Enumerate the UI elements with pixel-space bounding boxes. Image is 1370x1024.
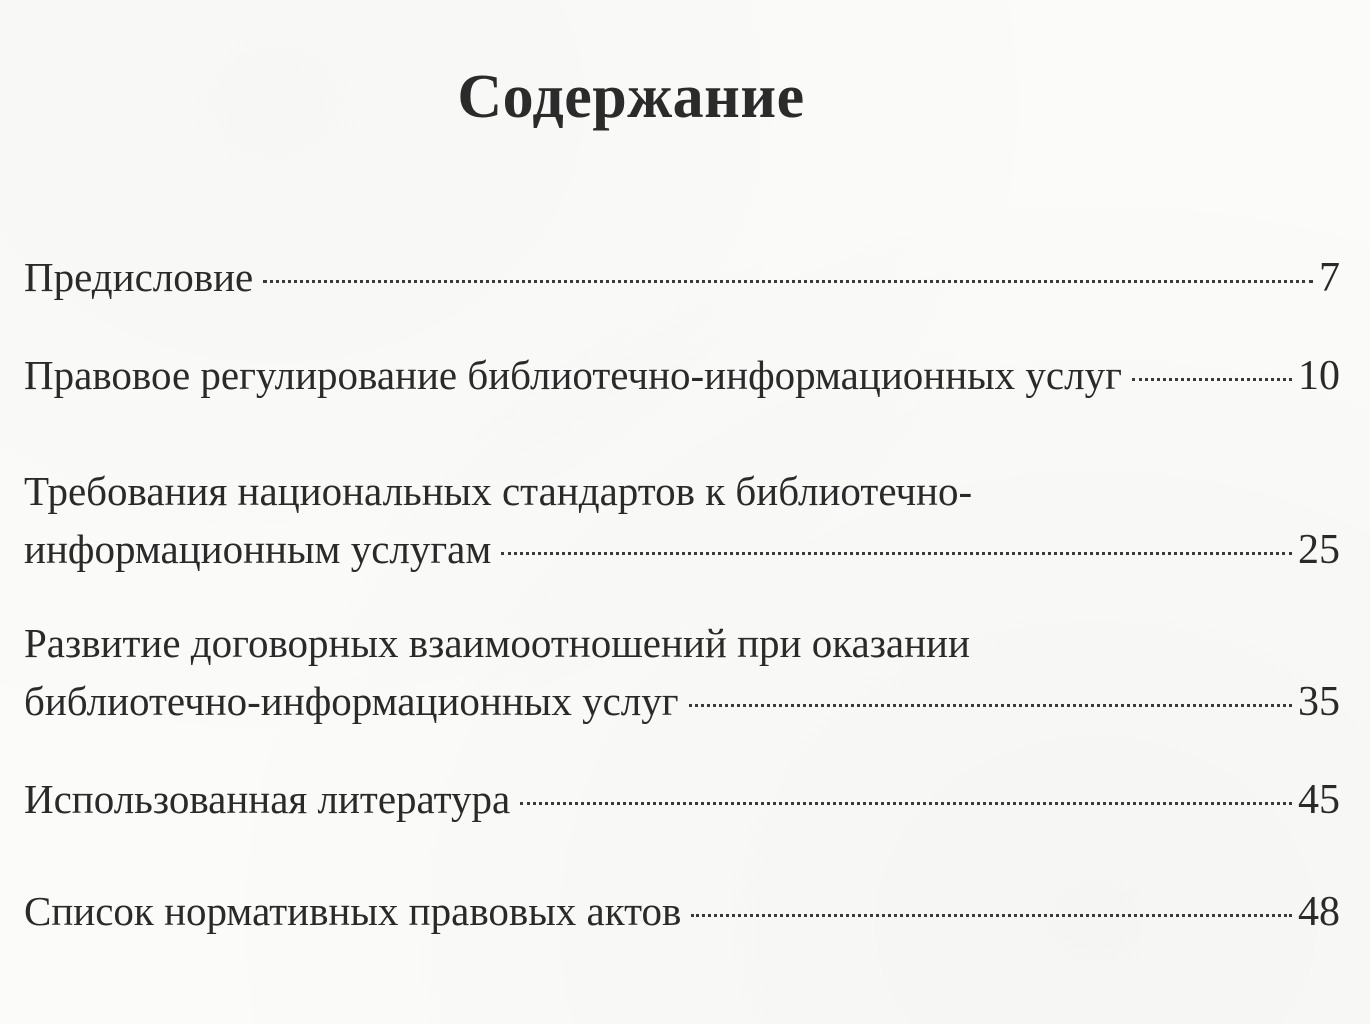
dot-leader [263,280,1313,283]
toc-entry-page-number: 10 [1298,353,1340,399]
toc-entry-line [24,520,1340,579]
toc-entry-line [24,346,1340,405]
toc-entry-page-number: 35 [1298,679,1340,725]
toc-entry [24,882,1340,941]
toc-entry-title: Предисловие [24,254,254,300]
dot-leader [1132,378,1292,381]
toc-entry [24,462,1340,579]
toc-entry-title: информационным услугам [24,526,492,572]
toc-entry-line [24,770,1340,829]
dot-leader [689,704,1292,707]
toc-entry-page-number: 7 [1319,255,1340,301]
dot-leader [501,552,1292,555]
toc-entry [24,346,1340,405]
toc-entry-title-line-1: Требования национальных стандартов к библиотечно- [24,468,973,514]
toc-entry-page-number: 48 [1298,889,1340,935]
page-title: Содержание [457,63,805,131]
toc-entry-line [24,882,1340,941]
toc-entry-page-number: 25 [1298,527,1340,573]
toc-entry-title: Список нормативных правовых актов [24,888,682,934]
toc-entry-line [24,672,1340,731]
toc-entry [24,770,1340,829]
toc-entry-title: Использованная литература [24,776,511,822]
toc-entry-line [24,248,1340,307]
dot-leader [520,802,1292,805]
toc-entry-title: библиотечно-информационных услуг [24,678,679,724]
toc-entry-page-number: 45 [1298,777,1340,823]
dot-leader [691,914,1292,917]
toc-entry-title-line-1: Развитие договорных взаимоотношений при оказании [24,620,970,666]
toc-entry [24,248,1340,307]
toc-entry [24,614,1340,731]
toc-entry-title: Правовое регулирование библиотечно-информационных услуг [24,352,1122,398]
